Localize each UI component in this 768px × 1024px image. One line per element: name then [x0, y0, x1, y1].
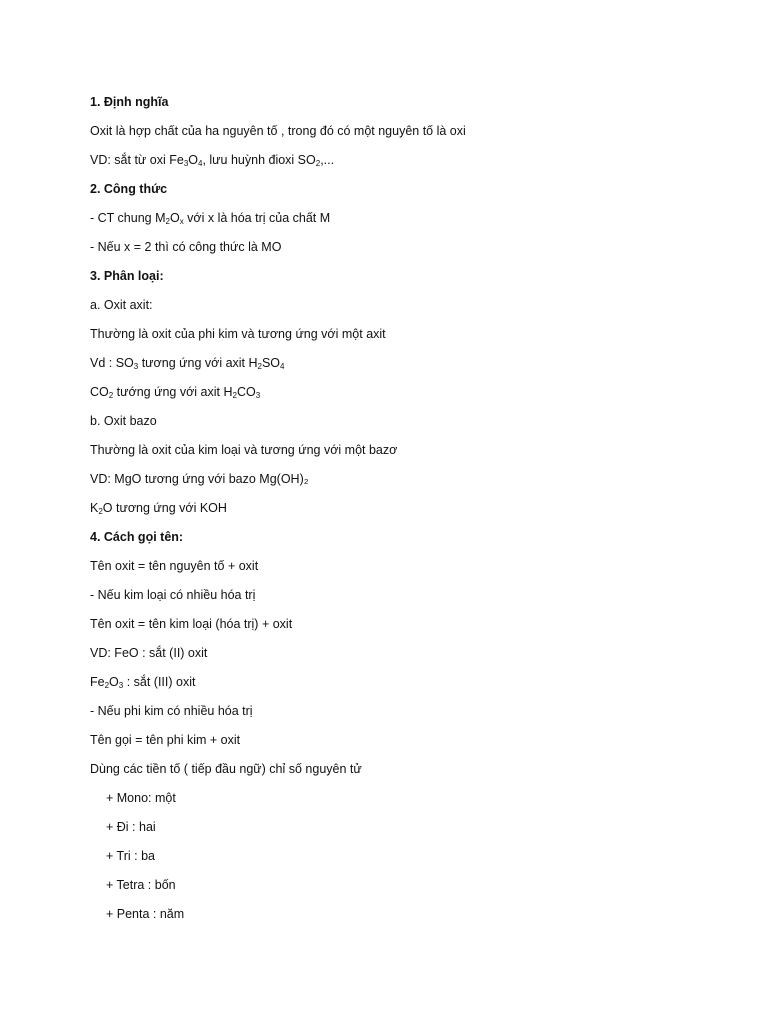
- prefix-item: + Tetra : bốn: [106, 878, 176, 892]
- basic-oxide-definition: Thường là oxit của kim loại và tương ứng với một bazơ: [90, 443, 398, 457]
- prefix-item: + Đi : hai: [106, 820, 156, 834]
- naming-rule-3: Tên oxit = tên kim loại (hóa trị) + oxit: [90, 617, 293, 631]
- formula-note: - Nếu x = 2 thì có công thức là MO: [90, 240, 282, 254]
- subheading-basic-oxide: b. Oxit bazo: [90, 414, 157, 428]
- acid-oxide-example-1: Vd : $SO_3$ tương ứng với axit $H_2SO_4$: [90, 356, 285, 371]
- naming-rule-2: - Nếu kim loại có nhiều hóa trị: [90, 588, 256, 602]
- naming-example-2: $Fe_2O_3$ : sắt (III) oxit: [90, 675, 196, 690]
- prefix-item: + Tri : ba: [106, 849, 155, 863]
- naming-example-1: VD: FeO : sắt (II) oxit: [90, 646, 208, 660]
- section-heading-definition: 1. Định nghĩa: [90, 95, 169, 109]
- acid-oxide-example-2: $CO_2$ tướng ứng với axit $H_2CO_3$: [90, 385, 261, 400]
- naming-rule-5: Tên gọi = tên phi kim + oxit: [90, 733, 241, 747]
- basic-oxide-example-1: VD: MgO tương ứng với bazo Mg(OH)₂: [90, 472, 309, 486]
- section-heading-naming: 4. Cách gọi tên:: [90, 530, 184, 544]
- naming-rule-4: - Nếu phi kim có nhiều hóa trị: [90, 704, 253, 718]
- acid-oxide-definition: Thường là oxit của phi kim và tương ứng với một axit: [90, 327, 386, 341]
- subheading-acid-oxide: a. Oxit axit:: [90, 298, 153, 312]
- section-heading-classification: 3. Phân loại:: [90, 269, 164, 283]
- basic-oxide-example-2: $K_2O$ tương ứng với KOH: [90, 501, 227, 516]
- definition-example: VD: sắt từ oxi $Fe_3O_4$, lưu huỳnh đioxi $SO_2$,...: [90, 153, 335, 168]
- naming-rule-6: Dùng các tiền tố ( tiếp đầu ngữ) chỉ số nguyên tử: [90, 762, 362, 776]
- section-heading-formula: 2. Công thức: [90, 182, 168, 196]
- definition-text: Oxit là hợp chất của ha nguyên tố , trong đó có một nguyên tố là oxi: [90, 124, 466, 138]
- naming-rule-1: Tên oxit = tên nguyên tố + oxit: [90, 559, 259, 573]
- prefix-item: + Penta : năm: [106, 907, 185, 921]
- general-formula-text: - CT chung $M_2O_x$ với x là hóa trị của chất M: [90, 211, 331, 226]
- prefix-item: + Mono: một: [106, 791, 176, 805]
